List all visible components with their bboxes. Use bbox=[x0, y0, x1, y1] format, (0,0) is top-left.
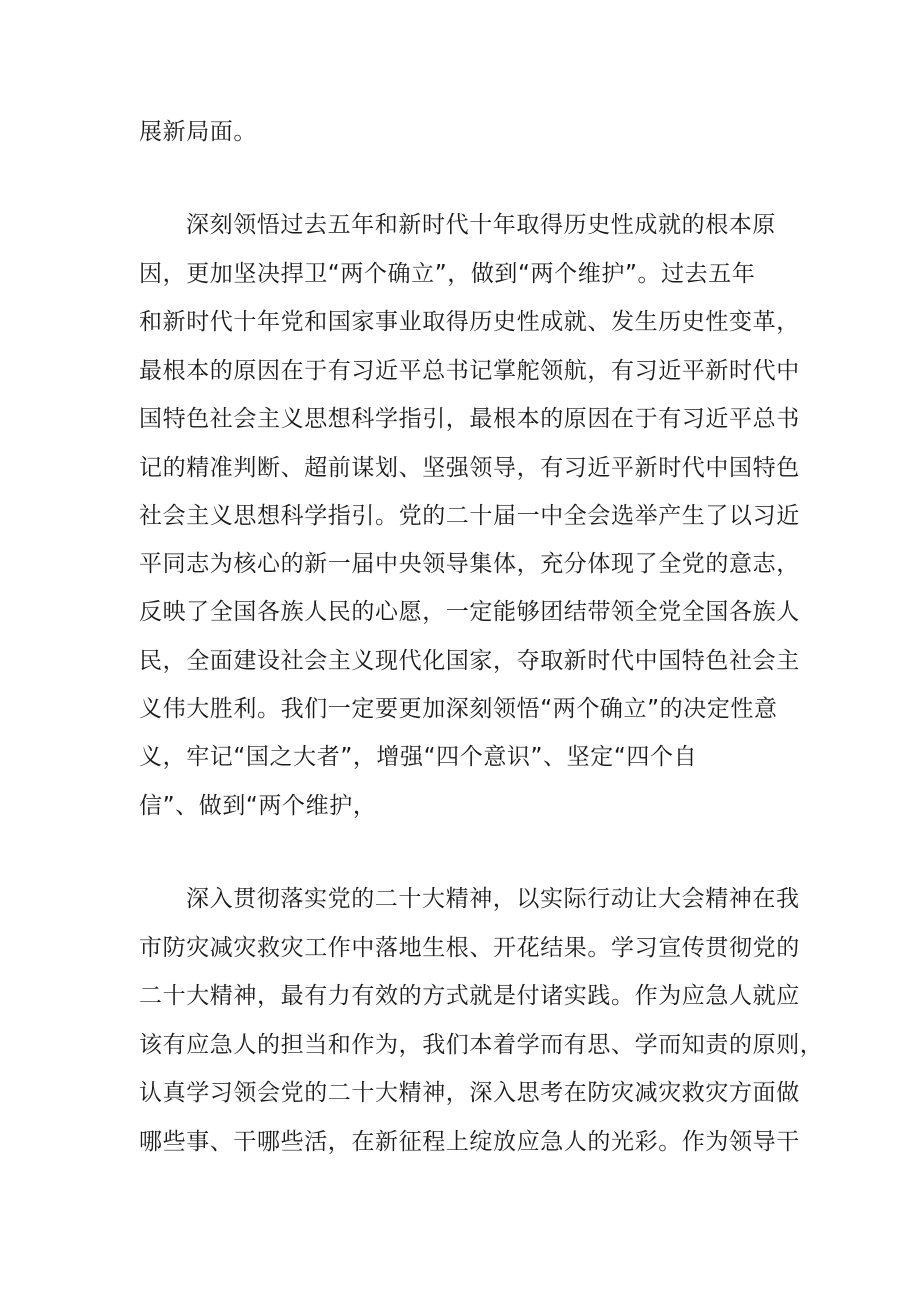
text-line: 反映了全国各族人民的心愿，一定能够团结带领全党全国各族人 bbox=[139, 599, 800, 625]
text-line: 平同志为核心的新一届中央领导集体，充分体现了全党的意志， bbox=[139, 551, 800, 577]
text-line: 记的精准判断、超前谋划、坚强领导，有习近平新时代中国特色 bbox=[139, 455, 800, 481]
text-line: 最根本的原因在于有习近平总书记掌舵领航，有习近平新时代中 bbox=[139, 358, 800, 384]
text-line: 民，全面建设社会主义现代化国家，夺取新时代中国特色社会主 bbox=[139, 648, 800, 674]
text-line: 信”、做到“两个维护， bbox=[139, 793, 377, 819]
text-line: 深刻领悟过去五年和新时代十年取得历史性成就的根本原 bbox=[186, 212, 776, 238]
text-line: 展新局面。 bbox=[139, 119, 257, 145]
text-line: 深入贯彻落实党的二十大精神，以实际行动让大会精神在我 bbox=[186, 886, 800, 912]
text-line: 和新时代十年党和国家事业取得历史性成就、发生历史性变革， bbox=[139, 309, 800, 335]
text-line: 社会主义思想科学指引。党的二十届一中全会选举产生了以习近 bbox=[139, 503, 800, 529]
text-line: 国特色社会主义思想科学指引，最根本的原因在于有习近平总书 bbox=[139, 406, 800, 432]
text-line: 哪些事、干哪些活，在新征程上绽放应急人的光彩。作为领导干 bbox=[139, 1129, 800, 1155]
text-line: 义，牢记“国之大者”，增强“四个意识”、坚定“四个自 bbox=[139, 744, 698, 770]
text-line: 市防灾减灾救灾工作中落地生根、开花结果。学习宣传贯彻党的 bbox=[139, 935, 800, 961]
text-line: 因，更加坚决捍卫“两个确立”，做到“两个维护”。过去五年 bbox=[139, 261, 756, 287]
text-line: 二十大精神，最有力有效的方式就是付诸实践。作为应急人就应 bbox=[139, 983, 800, 1009]
text-line: 认真学习领会党的二十大精神，深入思考在防灾减灾救灾方面做 bbox=[139, 1080, 800, 1106]
text-line: 该有应急人的担当和作为，我们本着学而有思、学而知责的原则， bbox=[139, 1032, 824, 1058]
text-line: 义伟大胜利。我们一定要更加深刻领悟“两个确立”的决定性意 bbox=[139, 696, 778, 722]
